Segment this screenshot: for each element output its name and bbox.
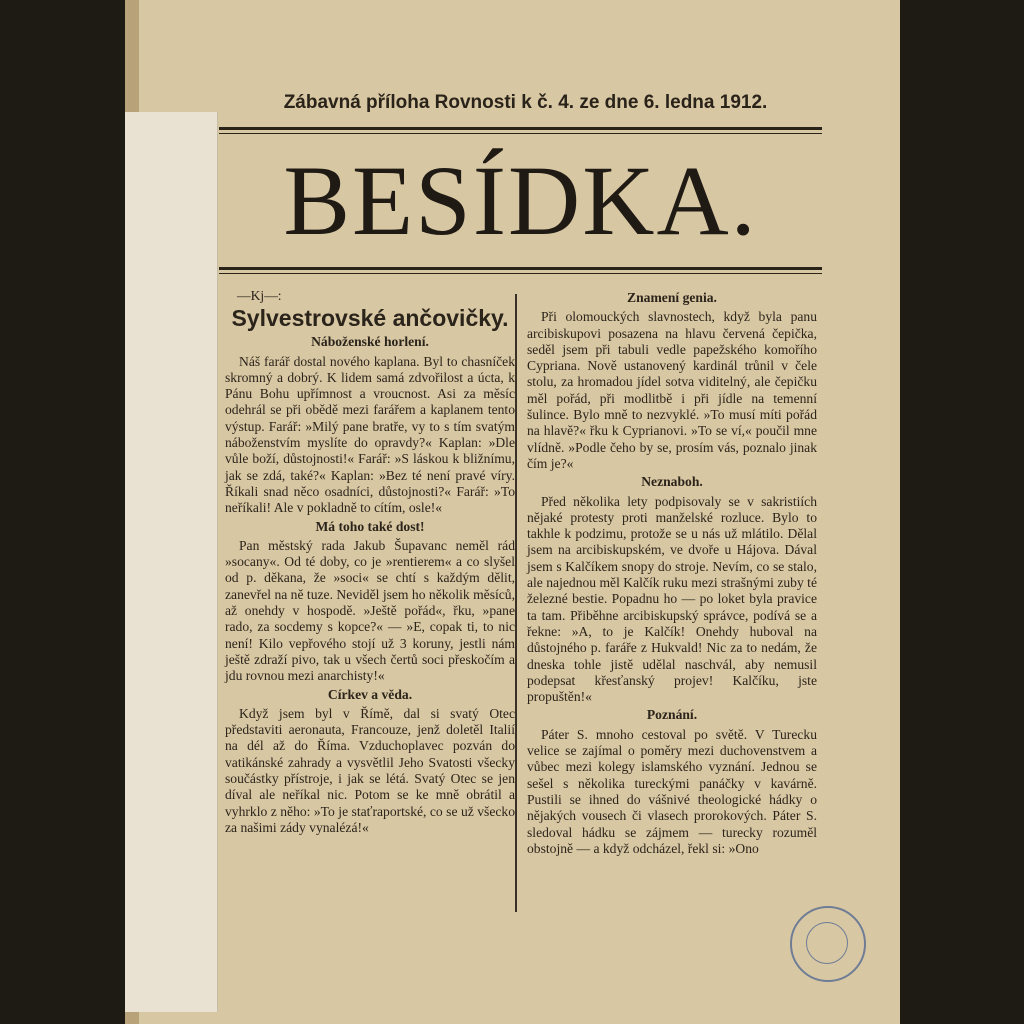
masthead-rule-thin — [219, 273, 822, 274]
masthead-title: BESÍDKA. — [283, 145, 758, 256]
supplement-line: Zábavná příloha Rovnosti k č. 4. ze dne 6. ledna 1912. — [283, 92, 768, 113]
section-heading: Neznaboh. — [641, 474, 703, 490]
section-heading: Znamení genia. — [627, 290, 717, 305]
section-heading: Poznání. — [646, 707, 698, 723]
stamp-emblem — [806, 922, 848, 964]
repair-tape — [125, 112, 218, 1012]
section-text: Před několika lety podpisovaly se v sakristiích nějaké protesty proti manželské rozluce. Bylo to takhle k podzimu, protože se u nás už mlátilo. Dělal jsem na arcibiskupském, ve dvoře u Hájova. Dával jsem s Kalčíkem snopy do stroje. Nevím, co se stalo, ale najednou měl Kalčík ruku mezi strašnými zuby té železné bestie. Popadnu ho — po loket byla pravice ta tam. Přiběhne arcibiskupský správce, podívá se a řekne: »A, to je Kalčík! Onehdy huboval na důstojného p. faráře z Hukvald! Nic za to nedám, že dneska tohle jistě udělal naschvál, aby nemusil podepsat křesťanský projev! Kalčíku, jste propuštěn!« — [527, 493, 817, 705]
newspaper-page — [125, 0, 900, 1024]
article-title: Sylvestrovské ančovičky. — [231, 305, 509, 332]
section-heading: Náboženské horlení. — [311, 334, 429, 350]
masthead-rule — [219, 267, 822, 270]
section-heading: Má toho také dost! — [315, 518, 425, 534]
left-column — [225, 288, 515, 838]
top-rule-thin — [219, 133, 822, 134]
author-byline: —Kj—: — [237, 288, 282, 303]
section-heading: Církev a věda. — [327, 686, 413, 702]
section-text: Pan městský rada Jakub Šupavanc neměl rád »socany«. Od té doby, co je »rentierem« a co slyšel od p. děkana, že »soci« se chtí s každým dělit, zanevřel na ně tuze. Neviděl jsem ho několik měsíců, až onehdy v hospodě. »Ještě pořád«, řku, »pane rado, za socdemy s kopce?« — »E, copak ti, to nic není! Kilo vepřového stojí už 3 koruny, jestli nám ještě zdraží pivo, tak u všech čertů soci přeskočím a jdu rovnou mezi anarchisty!« — [225, 537, 515, 684]
top-rule — [219, 127, 822, 130]
library-stamp — [790, 906, 866, 982]
section-text: Když jsem byl v Římě, dal si svatý Otec představiti aeronauta, Francouze, jenž doletěl Italií na dél až do Říma. Vzduchoplavec pozván do vatikánské zahrady a vysvětlil Jeho Svatosti všecky součástky přístroje, i jak se létá. Svatý Otec se jen díval ale neříkal nic. Potom se ke mně obrátil a vyhrklo z něho: »To je staťraportské, co se už všecko za našimi zády vynalézá!« — [225, 705, 515, 835]
column-divider — [515, 294, 517, 912]
right-column — [527, 288, 817, 859]
section-text: Náš farář dostal nového kaplana. Byl to chasníček skromný a dobrý. K lidem samá zdvořilost a úcta, k Pánu Bohu upřímnost a vroucnost. Asi za měsíc odehrál se při obědě mezi farářem a kaplanem tento výstup. Farář: »Milý pane bratře, vy to s tím svatým náboženstvím myslíte do opravdy?« Kaplan: »Dle vůle boží, důstojnosti!« Farář: »S láskou k bližnímu, jak se zdá, také?« Kaplan: »Bez té není pravé víry. Říkali snad něco osadníci, důstojnosti?« Farář: »To neříkali! Ale v pokladně to cítím, osle!« — [225, 353, 515, 516]
section-text: Páter S. mnoho cestoval po světě. V Turecku velice se zajímal o poměry mezi duchovenstvem a vůbec mezi kolegy islamského vyznání. Jednou se sešel s několika tureckými panáčky v kavárně. Pustili se ihned do vášnivé theologické hádky o nějakých vousech či vlasech prorokových. Páter S. sledoval hádku se zájmem — turecky rozuměl obstojně — a když odcházel, řekl si: »Ono — [527, 726, 817, 856]
section-text: Při olomouckých slavnostech, když byla panu arcibiskupovi posazena na hlavu červená čepička, seděl jsem při tabuli vedle papežského komořího Cypriana. Nově ustanovený kardinál trůnil v čele stolu, za hromadou jídel sotva viditelný, ale čepičku měl pořád, při modlitbě i při jídle na temenní šulince. Bylo mně to nezvyklé. »To musí míti pořád na hlavě?« řku k Cyprianovi. »To se ví,« poučil mne vlídně. »Podle čeho by se, prosím vás, poznalo jinak čím je?« — [527, 309, 817, 471]
